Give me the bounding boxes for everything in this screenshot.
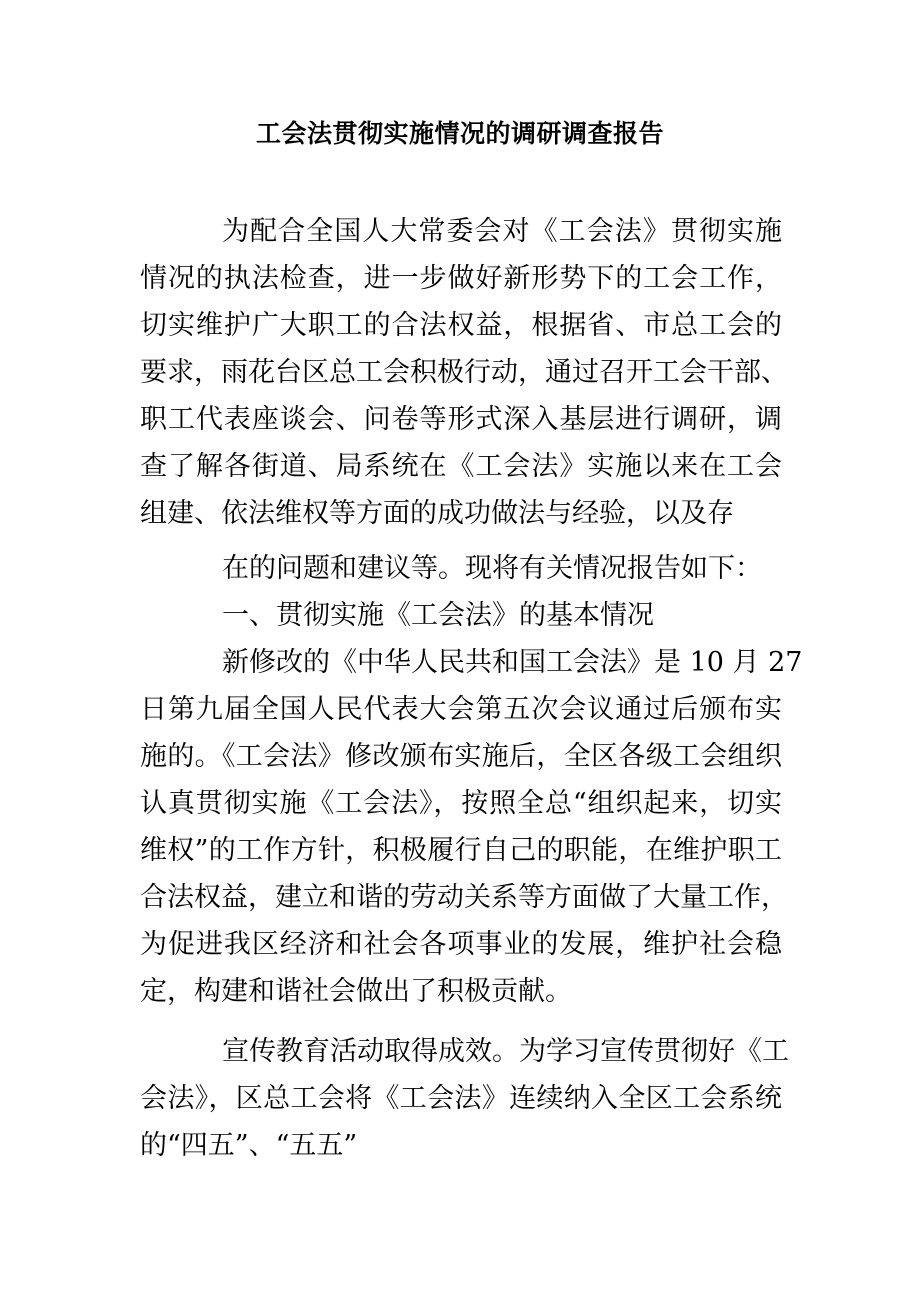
paragraph-line: 情况的执法检查，进一步做好新形势下的工会工作， bbox=[140, 263, 782, 294]
paragraph-line: 在的问题和建议等。现将有关情况报告如下： bbox=[222, 553, 762, 584]
paragraph-line: 定，构建和谐社会做出了积极贡献。 bbox=[140, 976, 572, 1007]
paragraph-line: 查了解各街道、局系统在《工会法》实施以来在工会 bbox=[140, 451, 782, 482]
paragraph-line: 为促进我区经济和社会各项事业的发展，维护社会稳 bbox=[140, 929, 782, 960]
paragraph-line: 的“四五”、“五五” bbox=[140, 1130, 358, 1161]
paragraph-line: 组建、依法维权等方面的成功做法与经验，以及存 bbox=[140, 498, 734, 529]
paragraph-line: 施的。《工会法》修改颁布实施后，全区各级工会组织 bbox=[140, 741, 782, 772]
paragraph-line: 切实维护广大职工的合法权益，根据省、市总工会的 bbox=[140, 310, 782, 341]
paragraph-line: 维权”的工作方针，积极履行自己的职能，在维护职工 bbox=[140, 835, 782, 866]
paragraph-line: 新修改的《中华人民共和国工会法》是 10 月 27 bbox=[222, 647, 803, 678]
paragraph-line: 职工代表座谈会、问卷等形式深入基层进行调研，调 bbox=[140, 404, 782, 435]
section-heading: 一、贯彻实施《工会法》的基本情况 bbox=[222, 600, 654, 631]
paragraph-line: 会法》，区总工会将《工会法》连续纳入全区工会系统 bbox=[140, 1083, 782, 1114]
paragraph-line: 要求，雨花台区总工会积极行动，通过召开工会干部、 bbox=[140, 357, 788, 388]
paragraph-line: 宣传教育活动取得成效。为学习宣传贯彻好《工 bbox=[222, 1036, 789, 1067]
document-title: 工会法贯彻实施情况的调研调查报告 bbox=[255, 119, 664, 148]
paragraph-line: 日第九届全国人民代表大会第五次会议通过后颁布实 bbox=[140, 694, 782, 725]
paragraph-line: 为配合全国人大常委会对《工会法》贯彻实施 bbox=[222, 216, 782, 247]
paragraph-line: 认真贯彻实施《工会法》，按照全总“组织起来，切实 bbox=[140, 788, 782, 819]
paragraph-line: 合法权益，建立和谐的劳动关系等方面做了大量工作， bbox=[140, 882, 788, 913]
